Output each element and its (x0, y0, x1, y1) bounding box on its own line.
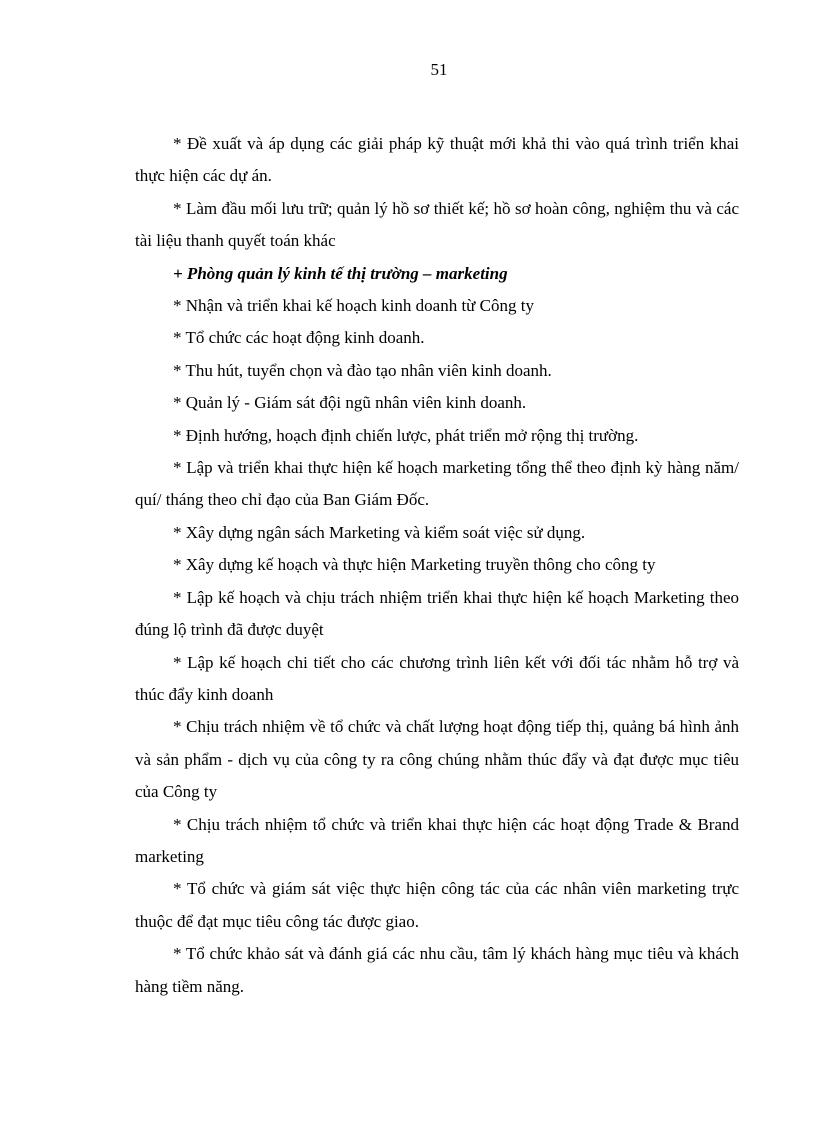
paragraph: * Lập kế hoạch và chịu trách nhiệm triển khai thực hiện kế hoạch Marketing theo đúng lộ trình đã được duyệt (135, 587, 739, 640)
paragraph: * Thu hút, tuyển chọn và đào tạo nhân viên kinh doanh. (173, 360, 552, 380)
paragraph: * Lập kế hoạch chi tiết cho các chương trình liên kết với đối tác nhằm hỗ trợ và thúc đẩy kinh doanh (135, 652, 739, 704)
paragraph: * Xây dựng kế hoạch và thực hiện Marketing truyền thông cho công ty (173, 555, 656, 575)
paragraph: * Nhận và triển khai kế hoạch kinh doanh từ Công ty (173, 296, 534, 316)
paragraph: * Chịu trách nhiệm tổ chức và triển khai thực hiện các hoạt động Trade & Brand marketing (135, 814, 739, 866)
paragraph: * Làm đầu mối lưu trữ; quản lý hồ sơ thiết kế; hồ sơ hoàn công, nghiệm thu và các tài liệu thanh quyết toán khác (135, 198, 739, 251)
page-number: 51 (430, 60, 448, 79)
section-heading: + Phòng quản lý kinh tế thị trường – marketing (173, 263, 508, 283)
paragraph: * Tổ chức và giám sát việc thực hiện công tác của các nhân viên marketing trực thuộc để đạt mục tiêu công tác được giao. (135, 879, 739, 931)
paragraph: * Đề xuất và áp dụng các giải pháp kỹ thuật mới khả thi vào quá trình triển khai thực hiện các dự án. (135, 134, 739, 186)
paragraph: * Quản lý - Giám sát đội ngũ nhân viên kinh doanh. (173, 393, 527, 413)
paragraph: * Tổ chức khảo sát và đánh giá các nhu cầu, tâm lý khách hàng mục tiêu và khách hàng tiềm năng. (135, 944, 739, 996)
paragraph: * Định hướng, hoạch định chiến lược, phát triển mở rộng thị trường. (173, 425, 639, 445)
paragraph: * Lập và triển khai thực hiện kế hoạch marketing tổng thể theo định kỳ hàng năm/ quí/ tháng theo chỉ đạo của Ban Giám Đốc. (135, 458, 739, 510)
paragraph: * Xây dựng ngân sách Marketing và kiểm soát việc sử dụng. (173, 522, 586, 542)
paragraph: * Tổ chức các hoạt động kinh doanh. (173, 328, 425, 348)
paragraph: * Chịu trách nhiệm về tổ chức và chất lượng hoạt động tiếp thị, quảng bá hình ảnh và sản phẩm - dịch vụ của công ty ra công chúng nhằm thúc đẩy và đạt được mục tiêu của Công ty (135, 717, 739, 802)
page-body (135, 128, 739, 1003)
